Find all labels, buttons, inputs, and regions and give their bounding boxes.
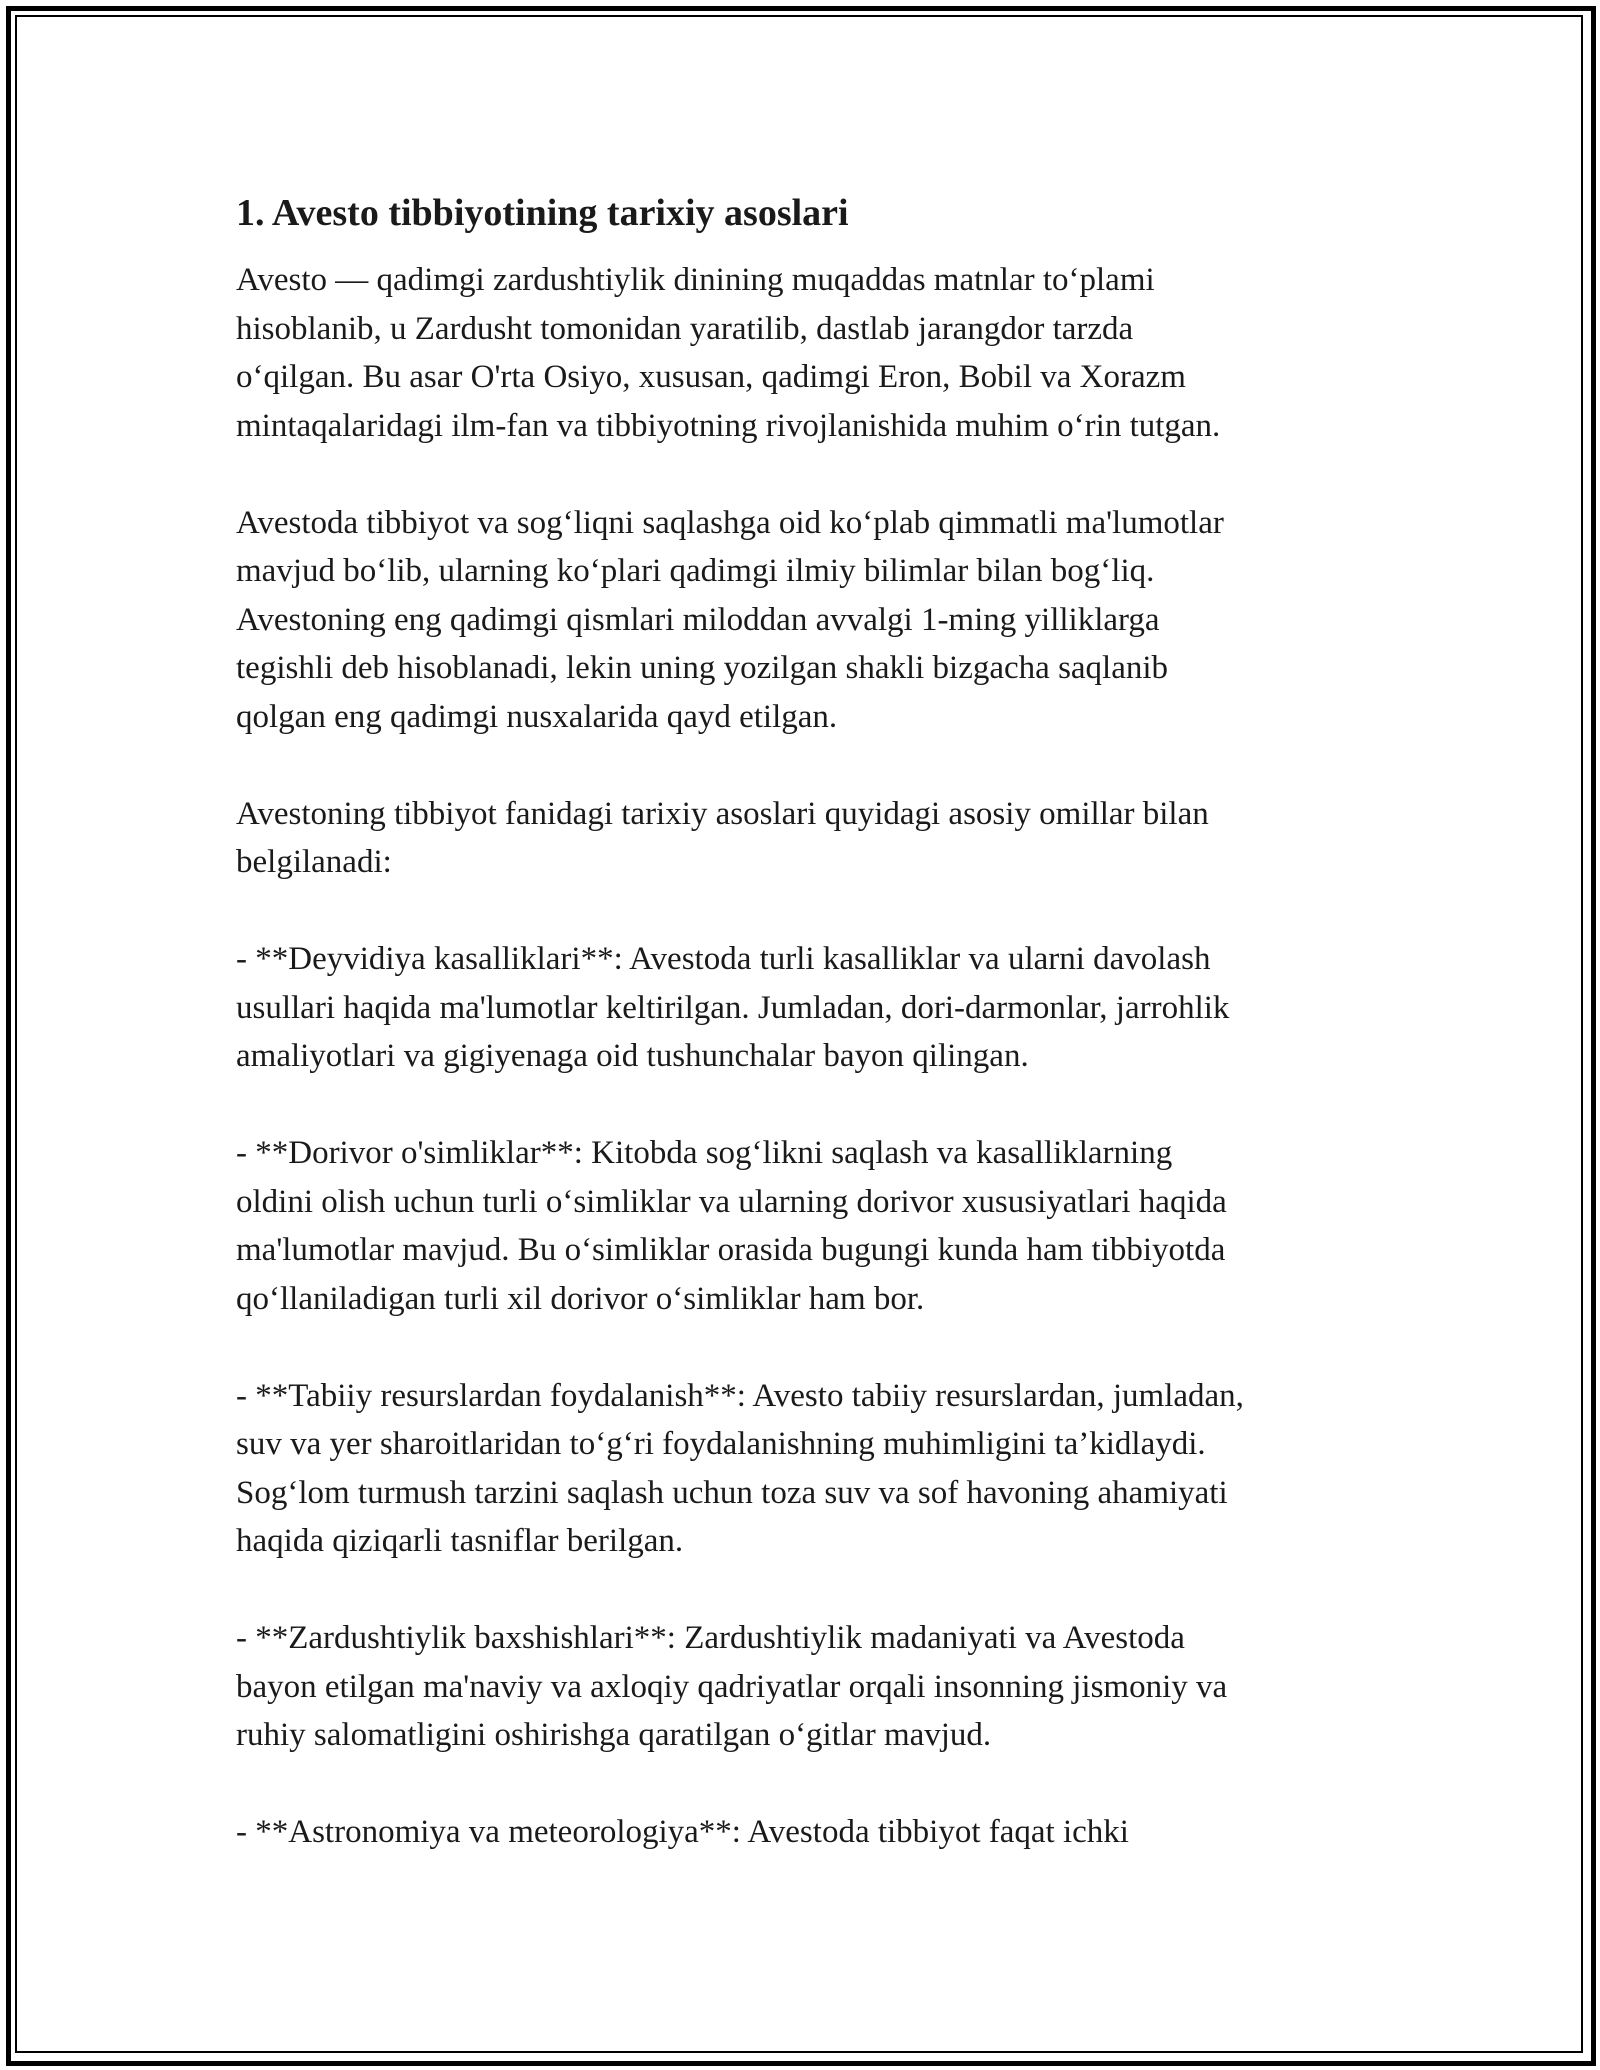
list-item-medicinal-plants: - **Dorivor o'simliklar**: Kitobda sog‘likni saqlash va kasalliklarning oldini olish uchun turli o‘simliklar va ularning dorivor xususiyatlari haqida ma'lumotlar mavjud. Bu o‘simliklar orasida bugungi kunda ham tibbiyotda qo‘llaniladigan turli xil dorivor o‘simliklar ham bor. [236, 1135, 1227, 1317]
list-item-zoroastrian-teachings: - **Zardushtiylik baxshishlari**: Zardushtiylik madaniyati va Avestoda bayon etilgan ma'naviy va axloqiy qadriyatlar orqali insonning jismoniy va ruhiy salomatligini oshirishga qaratilgan o‘gitlar mavjud. [236, 1620, 1228, 1753]
list-item-astronomy: - **Astronomiya va meteorologiya**: Avestoda tibbiyot faqat ichki [236, 1814, 1129, 1850]
document-body [236, 188, 1376, 1905]
list-item-natural-resources: - **Tabiiy resurslardan foydalanish**: Avesto tabiiy resurslardan, jumladan, suv va yer sharoitlaridan to‘g‘ri foydalanishning muhimligini ta’kidlaydi. Sog‘lom turmush tarzini saqlash uchun toza suv va sof havoning ahamiyati haqida qiziqarli tasniflar berilgan. [236, 1377, 1244, 1559]
list-item-diseases: - **Deyvidiya kasalliklari**: Avestoda turli kasalliklar va ularni davolash usullari haqida ma'lumotlar keltirilgan. Jumladan, dori-darmonlar, jarrohlik amaliyotlari va gigiyenaga oid tushunchalar bayon qilingan. [236, 941, 1230, 1074]
paragraph-medicine-info: Avestoda tibbiyot va sog‘liqni saqlashga oid ko‘plab qimmatli ma'lumotlar mavjud bo‘lib, ularning ko‘plari qadimgi ilmiy bilimlar bilan bog‘liq. Avestoning eng qadimgi qismlari miloddan avvalgi 1-ming yilliklarga tegishli deb hisoblanadi, lekin uning yozilgan shakli bizgacha saqlanib qolgan eng qadimgi nusxalarida qayd etilgan. [236, 504, 1224, 735]
paragraph-factors-intro: Avestoning tibbiyot fanidagi tarixiy asoslari quyidagi asosiy omillar bilan belgilanadi: [236, 795, 1209, 880]
paragraph-intro: Avesto — qadimgi zardushtiylik dinining muqaddas matnlar to‘plami hisoblanib, u Zardusht tomonidan yaratilib, dastlab jarangdor tarzda o‘qilgan. Bu asar O'rta Osiyo, xususan, qadimgi Eron, Bobil va Xorazm mintaqalaridagi ilm-fan va tibbiyotning rivojlanishida muhim o‘rin tutgan. [236, 262, 1221, 444]
section-heading: 1. Avesto tibbiyotining tarixiy asoslari [236, 192, 849, 234]
